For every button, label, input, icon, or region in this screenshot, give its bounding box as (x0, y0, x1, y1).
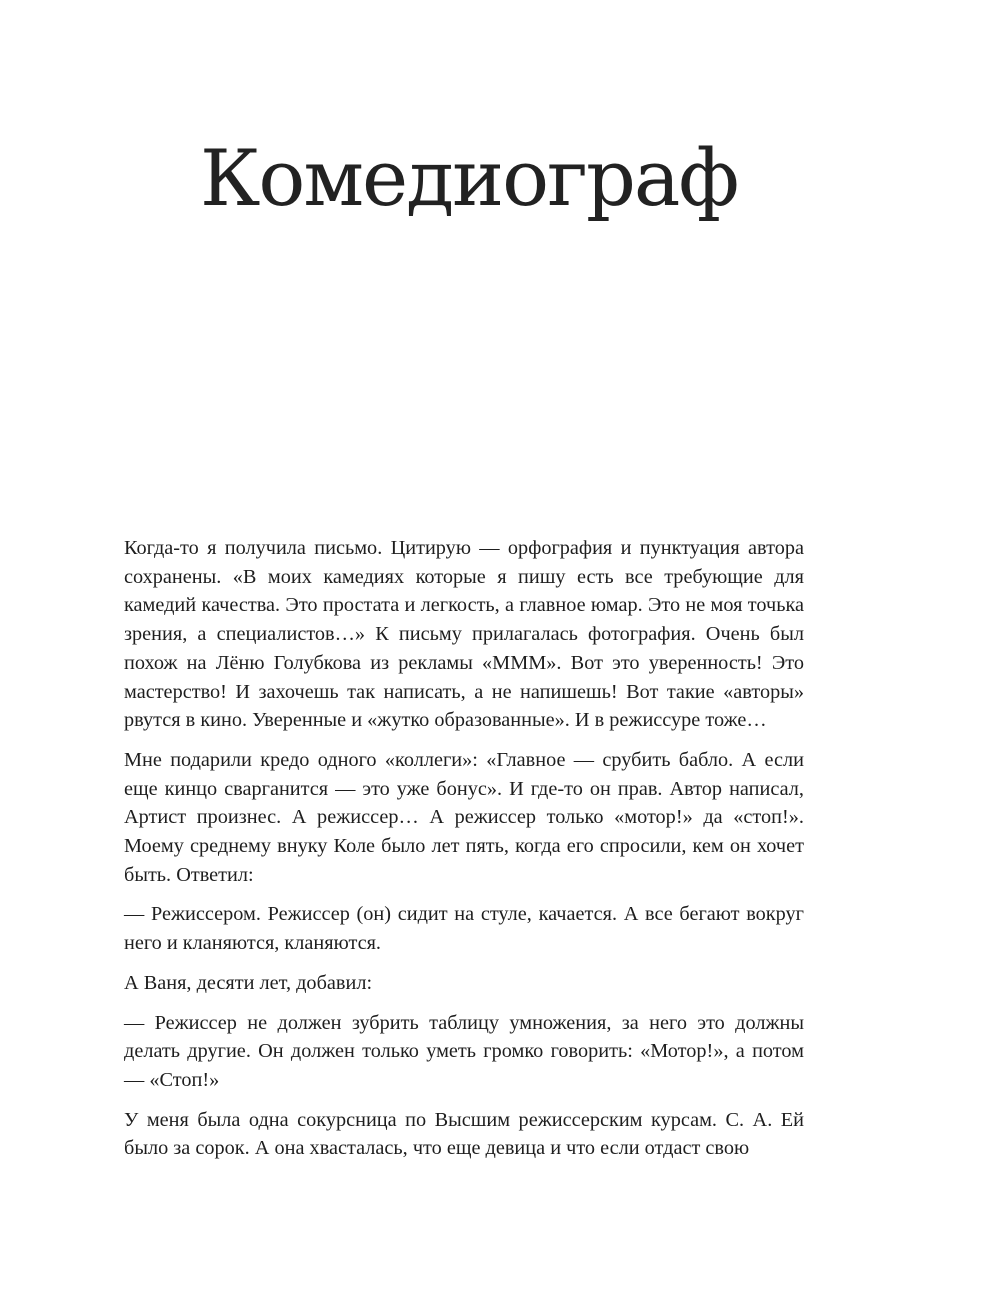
paragraph: Когда-то я получила письмо. Цитирую — орфография и пунктуация автора сохранены. «В моих камедиях которые я пишу есть все требующие для камедий качества. Это простата и легкость, а главное юмар. Это не моя точька зрения, а специалистов…» К письму прилагалась фотография. Очень был похож на Лёню Голубкова из рекламы «МММ». Вот это уверенность! Это мастерство! И захочешь так написать, а не напишешь! Вот такие «авторы» рвутся в кино. Уверенные и «жутко образованные». И в режиссуре тоже… (124, 537, 804, 732)
body-text (124, 534, 804, 1174)
paragraph: Мне подарили кредо одного «коллеги»: «Главное — срубить бабло. А если еще кинцо сварганится — это уже бонус». И где-то он прав. Автор написал, Артист произнес. А режиссер… А режиссер только «мотор!» да «стоп!». Моему среднему внуку Коле было лет пять, когда его спросили, кем он хочет быть. Ответил: (124, 748, 804, 886)
paragraph: У меня была одна сокурсница по Высшим режиссерским курсам. С. А. Ей было за сорок. А она хвасталась, что еще девица и что если отдаст свою (124, 1108, 804, 1160)
paragraph: А Ваня, десяти лет, добавил: (124, 971, 373, 994)
chapter-title: Комедиограф (200, 134, 738, 224)
paragraph: — Режиссером. Режиссер (он) сидит на стуле, качается. А все бегают вокруг него и кланяются, кланяются. (124, 903, 804, 955)
paragraph: — Режиссер не должен зубрить таблицу умножения, за него это должны делать другие. Он должен только уметь громко говорить: «Мотор!», а потом — «Стоп!» (124, 1011, 804, 1091)
